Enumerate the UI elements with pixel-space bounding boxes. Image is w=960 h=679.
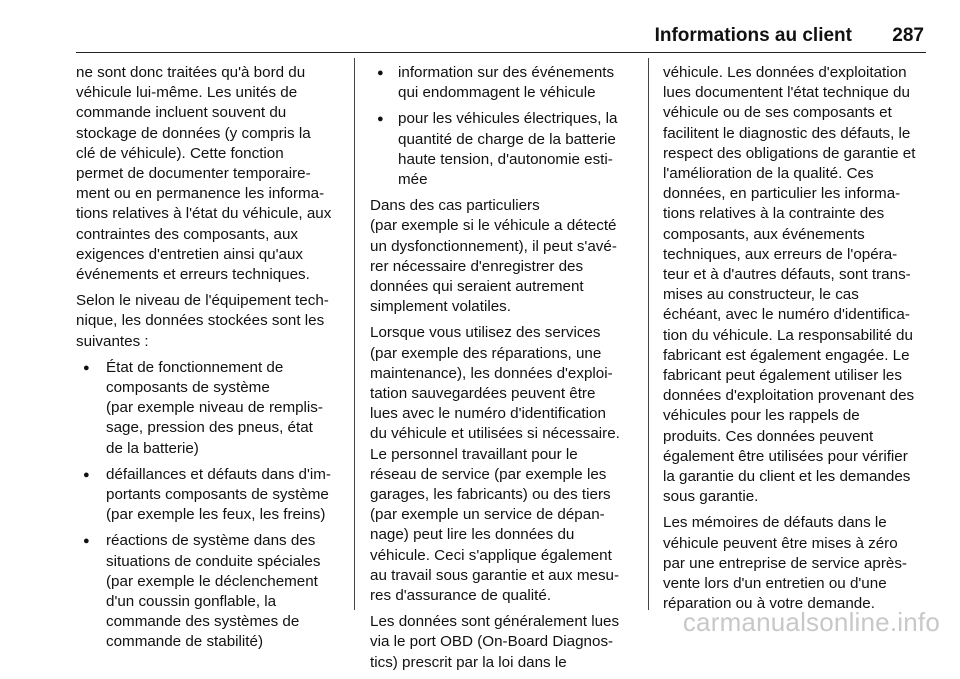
page-number: 287 [892, 25, 924, 46]
paragraph: Selon le niveau de l'équipement tech- nique, les données stockées sont les suivantes : [76, 292, 329, 350]
watermark: carmanualsonline.info [682, 607, 940, 637]
paragraph: ne sont donc traitées qu'à bord du véhicule lui-même. Les unités de commande incluent souvent du stockage de données (y compris la clé de véhicule). Cette fonction permet de documenter temporaire- ment ou en permanence les informa- tions relatives à l'état du véhicule, aux contraintes des composants, aux exigences d'entretien ainsi qu'aux événements et erreurs techniques. [76, 64, 332, 284]
text-column-3 [663, 63, 929, 620]
list-item: ● information sur des événements qui endommagent le véhicule [370, 63, 636, 103]
list-item: ● défaillances et défauts dans d'im- portants composants de système (par exemple les feux, les freins) [76, 465, 342, 526]
paragraph: Dans des cas particuliers (par exemple si le véhicule a détecté un dysfonctionnement), il peut s'avé- rer nécessaire d'enregistrer des données qui seraient autrement simplement volatiles. [370, 197, 617, 316]
paragraph: Lorsque vous utilisez des services (par exemple des réparations, une maintenance), les données d'exploi- tation sauvegardées peuvent être lues avec le numéro d'identification du véhicule et utilisées si nécessaire. Le personnel travaillant pour le réseau de service (par exemple les garages, les fabricants) ou des tiers (par exemple un service de dépan- nage) peut lire les données du véhicule. Ceci s'applique également au travail sous garantie et aux mesu- res d'assurance de qualité. [370, 324, 620, 605]
list-item: ● pour les véhicules électriques, la quantité de charge de la batterie haute tension, d'autonomie esti- mée [370, 109, 636, 190]
paragraph: véhicule. Les données d'exploitation lues documentent l'état technique du véhicule ou de ses composants et facilitent le diagnostic des défauts, le respect des obligations de garantie et l'amélioration de la qualité. Ces données, en particulier les informa- tions relatives à la contrainte des composants, aux événements techniques, aux erreurs de l'opéra- teur et à d'autres défauts, sont trans- mises au constructeur, le cas échéant, avec le numéro d'identifica- tion du véhicule. La responsabilité du fabricant est également engagée. Le fabricant peut également utiliser les données d'exploitation provenant des véhicules pour les rappels de produits. Ces données peuvent également être utilisées pour vérifier la garantie du client et les demandes sous garantie. [663, 64, 916, 506]
text-column-2 [370, 63, 636, 679]
page-title: Informations au client [654, 25, 852, 46]
list-item: ● réactions de système dans des situations de conduite spéciales (par exemple le déclenchement d'un coussin gonflable, la commande des systèmes de commande de stabilité) [76, 531, 342, 652]
column-divider [648, 58, 649, 610]
column-divider [354, 58, 355, 610]
list-item: ● État de fonctionnement de composants de système (par exemple niveau de remplis- sage, pression des pneus, état de la batterie) [76, 358, 342, 459]
paragraph: Les mémoires de défauts dans le véhicule peuvent être mises à zéro par une entreprise de service après- vente lors d'un entretien ou d'une réparation ou à votre demande. [663, 514, 907, 613]
paragraph: Les données sont généralement lues via le port OBD (On-Board Diagnos- tics) prescrit par la loi dans le [370, 613, 620, 671]
text-column-1 [76, 63, 342, 659]
bullet-list [370, 63, 636, 190]
bullet-list [76, 358, 342, 653]
page-header [76, 22, 926, 53]
